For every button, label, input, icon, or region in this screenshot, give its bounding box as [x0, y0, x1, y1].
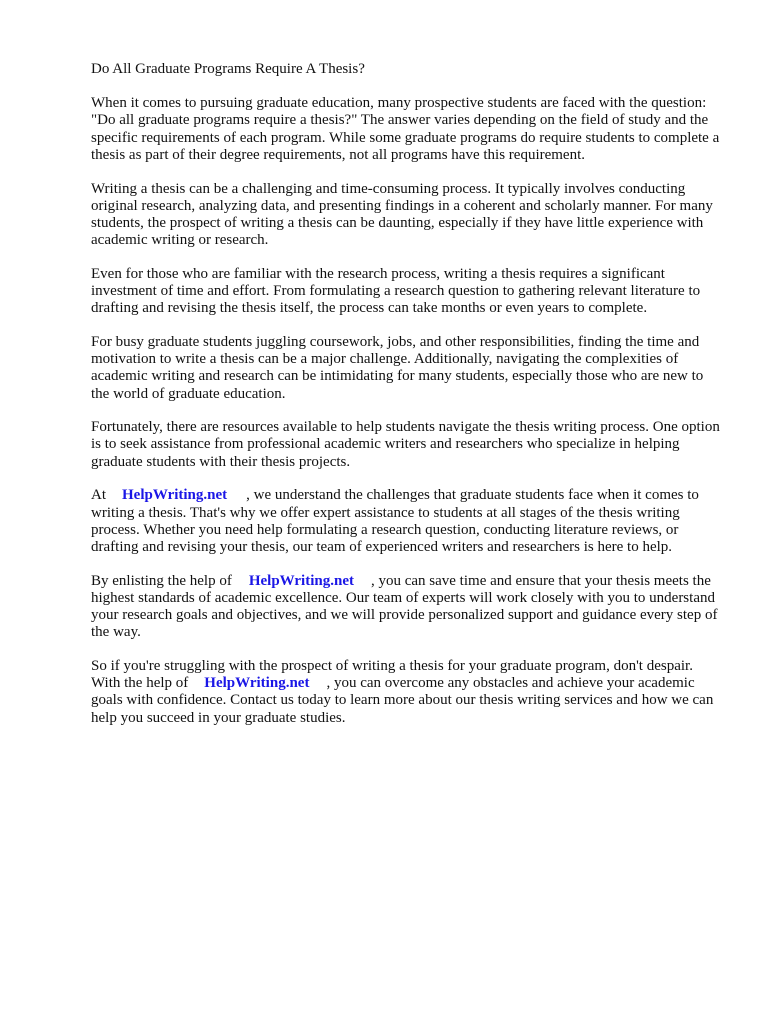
paragraph-investment: Even for those who are familiar with the research process, writing a thesis requires a significant investment of time and effort. From formulating a research question to gathering relevant literature to drafting and revising the thesis itself, the process can take months or even years to complete. [91, 265, 701, 317]
promo-1-before: At [91, 487, 106, 504]
helpwriting-link-1[interactable]: HelpWriting.net [122, 487, 228, 504]
paragraph-promo-1 [91, 487, 724, 556]
promo-3-after: , you can overcome any obstacles and achieve your academic goals with confidence. Contact us today to learn more about our thesis writing services and how we can help you succeed in your graduate studies. [91, 675, 714, 726]
paragraph-intro: When it comes to pursuing graduate education, many prospective students are faced with the question: "Do all graduate programs require a thesis?" The answer varies depending on the field of study and the specific requirements of each program. While some graduate programs do require students to complete a thesis as part of their degree requirements, not all programs have this requirement. [91, 95, 720, 163]
document-title: Do All Graduate Programs Require A Thesis? [91, 61, 365, 77]
promo-2-after: , you can save time and ensure that your thesis meets the highest standards of academic excellence. Our team of experts will work closely with you to understand your research goals and objectives, and we will provide personalized support and guidance every step of the way. [91, 572, 718, 641]
document-page [91, 61, 724, 743]
paragraph-writing-challenge: Writing a thesis can be a challenging and time-consuming process. It typically involves conducting original research, analyzing data, and presenting findings in a coherent and scholarly manner. For many students, the prospect of writing a thesis can be daunting, especially if they have little experience with academic writing or research. [91, 180, 713, 249]
helpwriting-link-3[interactable]: HelpWriting.net [204, 675, 310, 692]
promo-2-before: By enlisting the help of [91, 572, 232, 589]
paragraph-promo-2 [91, 573, 724, 642]
paragraph-busy-students: For busy graduate students juggling coursework, jobs, and other responsibilities, finding the time and motivation to write a thesis can be a major challenge. Additionally, navigating the complexities of academic writing and research can be intimidating for many students, especially those who are new to the world of graduate education. [91, 333, 704, 402]
promo-1-after: , we understand the challenges that graduate students face when it comes to writing a thesis. That's why we offer expert assistance to students at all stages of the thesis writing process. Whether you need help formulating a research question, conducting literature reviews, or drafting and revising your thesis, our team of experienced writers and researchers is here to help. [91, 487, 699, 555]
paragraph-promo-3 [91, 658, 724, 727]
helpwriting-link-2[interactable]: HelpWriting.net [248, 572, 354, 589]
paragraph-resources: Fortunately, there are resources available to help students navigate the thesis writing process. One option is to seek assistance from professional academic writers and researchers who specialize in helping graduate students with their thesis projects. [91, 419, 720, 470]
promo-3-before: So if you're struggling with the prospect of writing a thesis for your graduate program, don't despair. With the help of [91, 657, 693, 692]
